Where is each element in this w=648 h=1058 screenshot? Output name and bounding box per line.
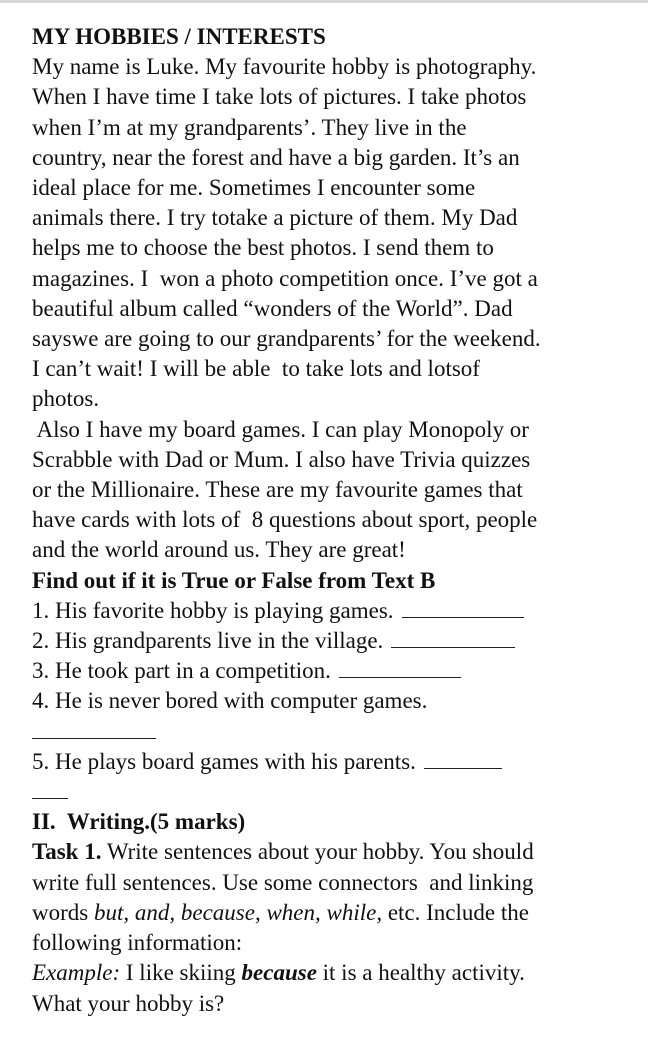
question-4 xyxy=(32,686,632,716)
passage-line: magazines. I won a photo competition once. I’ve got a xyxy=(32,265,538,291)
answer-blank[interactable] xyxy=(391,629,515,648)
question-text: 3. He took part in a competition. xyxy=(32,658,331,684)
passage-line: When I have time I take lots of pictures. I take photos xyxy=(32,84,527,110)
writing-heading: II. Writing.(5 marks) xyxy=(32,809,246,835)
reading-title: MY HOBBIES / INTERESTS xyxy=(32,24,326,49)
passage-line: I can’t wait! I will be able to take lots and lotsof xyxy=(32,356,480,382)
passage-line: country, near the forest and have a big garden. It’s an xyxy=(32,144,520,170)
passage-line: helps me to choose the best photos. I send them to xyxy=(32,235,494,261)
passage-line: Also I have my board games. I can play Monopoly or xyxy=(32,416,529,442)
passage-line: beautiful album called “wonders of the World”. Dad xyxy=(32,295,513,321)
example-line: Example: I like skiing because it is a healthy activity. xyxy=(32,960,525,986)
task-line: words but, and, because, when, while, etc. Include the xyxy=(32,899,529,925)
task-label: Task 1. xyxy=(32,839,102,865)
top-edge xyxy=(0,0,648,3)
passage-line: or the Millionaire. These are my favourite games that xyxy=(32,477,523,503)
question-5 xyxy=(32,747,632,777)
worksheet-content xyxy=(32,22,632,1019)
question-text: 1. His favorite hobby is playing games. xyxy=(32,597,394,623)
question-4-answer-line xyxy=(32,717,632,747)
task-text: Write sentences about your hobby. You should xyxy=(101,839,534,865)
task-line: write full sentences. Use some connectors and linking xyxy=(32,869,534,895)
reading-passage xyxy=(32,52,632,565)
passage-line: photos. xyxy=(32,386,100,412)
connector-words: but, and, because, when, while, xyxy=(93,899,383,925)
example-label: Example: xyxy=(32,960,121,986)
passage-line: My name is Luke. My favourite hobby is photography. xyxy=(32,54,537,80)
passage-line: have cards with lots of 8 questions about sport, people xyxy=(32,507,538,533)
passage-line: ideal place for me. Sometimes I encounter some xyxy=(32,175,476,201)
exercise-heading: Find out if it is True or False from Text B xyxy=(32,567,436,593)
passage-line: when I’m at my grandparents’. They live in the xyxy=(32,114,467,140)
answer-blank[interactable] xyxy=(424,750,502,769)
passage-line: animals there. I try totake a picture of them. My Dad xyxy=(32,205,518,231)
task-line xyxy=(32,837,632,867)
question-1 xyxy=(32,596,632,626)
task-line: following information: xyxy=(32,930,243,956)
question-5-answer-line xyxy=(32,777,632,807)
question-text: 2. His grandparents live in the village. xyxy=(32,628,384,654)
prompt-question: What your hobby is? xyxy=(32,990,225,1016)
passage-line: and the world around us. They are great! xyxy=(32,537,406,563)
question-2 xyxy=(32,626,632,656)
answer-blank[interactable] xyxy=(339,659,461,678)
example-connector: because xyxy=(241,960,317,986)
question-text: 4. He is never bored with computer games. xyxy=(32,688,428,714)
answer-blank[interactable] xyxy=(32,780,68,799)
passage-line: Scrabble with Dad or Mum. I also have Trivia quizzes xyxy=(32,446,531,472)
question-3 xyxy=(32,656,632,686)
passage-line: sayswe are going to our grandparents’ for the weekend. xyxy=(32,326,541,352)
answer-blank[interactable] xyxy=(402,599,524,618)
answer-blank[interactable] xyxy=(32,720,156,739)
question-text: 5. He plays board games with his parents. xyxy=(32,748,416,774)
